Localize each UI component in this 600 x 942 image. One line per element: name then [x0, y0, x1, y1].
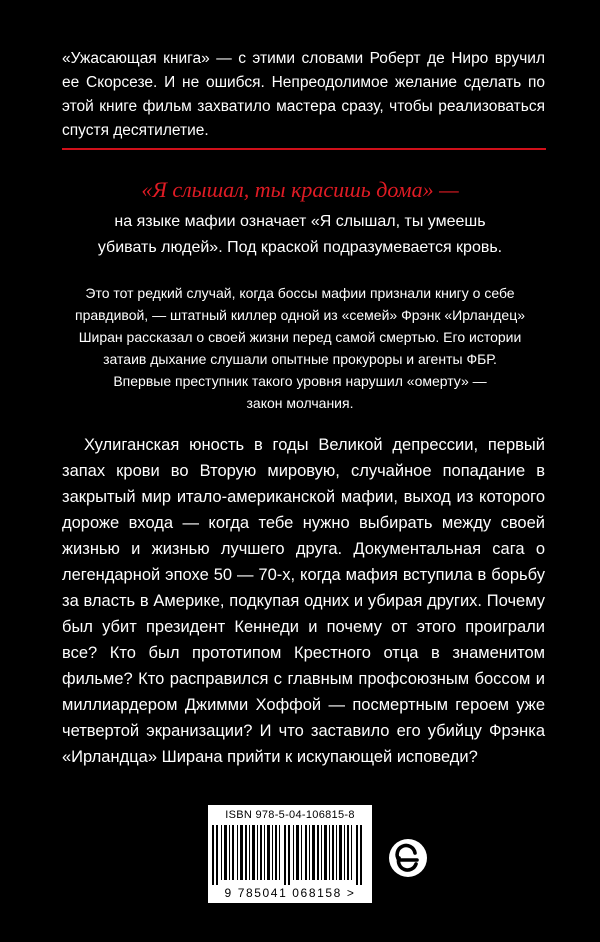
- barcode-digits: 9 785041 068158 >: [224, 886, 356, 900]
- mafia-line: закон молчания.: [246, 395, 354, 411]
- quote-headline: «Я слышал, ты красишь дома» —: [141, 177, 459, 202]
- isbn-number: ISBN 978-5-04-106815-8: [225, 809, 355, 821]
- intro-paragraph: «Ужасающая книга» — с этими словами Роберт де Ниро вручил ее Скорсезе. И не ошибся. Непреодолимое желание сделать по этой книге фильм захватило мастера сразу, чтобы реализоваться спустя десятилетие.: [62, 50, 545, 139]
- mafia-line: правдивой, — штатный киллер одной из «семей» Фрэнк «Ирландец»: [74, 307, 525, 323]
- mafia-line: затаив дыхание слушали опытные прокуроры и агенты ФБР.: [103, 351, 497, 367]
- barcode-icon: [212, 825, 368, 885]
- quote-explanation: [40, 209, 560, 261]
- mafia-paragraph: [40, 282, 560, 414]
- mafia-line: Это тот редкий случай, когда боссы мафии признали книгу о себе: [85, 285, 515, 301]
- mafia-line: Ширан рассказал о своей жизни перед самой смертью. Его истории: [78, 329, 522, 345]
- description-paragraph: [62, 432, 545, 770]
- description-text: Хулиганская юность в годы Великой депрессии, первый запах крови во Вторую мировую, случайное попадание в закрытый мир итало-американской мафии, выход из которого дороже входа — когда тебе нужно выбирать между своей жизнью и жизнью лучшего друга. Документальная сага о легендарной эпохе 50 — 70-х, когда мафия вступила в борьбу за власть в Америке, подкупая одних и убирая других. Почему был убит президент Кеннеди и почему от этого проиграли все? Кто был прототипом Крестного отца в знаменитом фильме? Кто расправился с главным профсоюзным боссом и миллиардером Джимми Хоффой — посмертным героем уже четвертой экранизации? И что заставило его убийцу Фрэнка «Ирландца» Ширана прийти к искупающей исповеди?: [62, 436, 545, 766]
- barcode-label: [208, 805, 372, 903]
- eksmo-logo-icon: [388, 838, 428, 878]
- quote-line-2: убивать людей». Под краской подразумевается кровь.: [97, 239, 503, 256]
- quote-line-1: на языке мафии означает «Я слышал, ты умеешь: [114, 213, 486, 230]
- mafia-line: Впервые преступник такого уровня нарушил «омерту» —: [113, 373, 487, 389]
- red-divider: [62, 148, 546, 150]
